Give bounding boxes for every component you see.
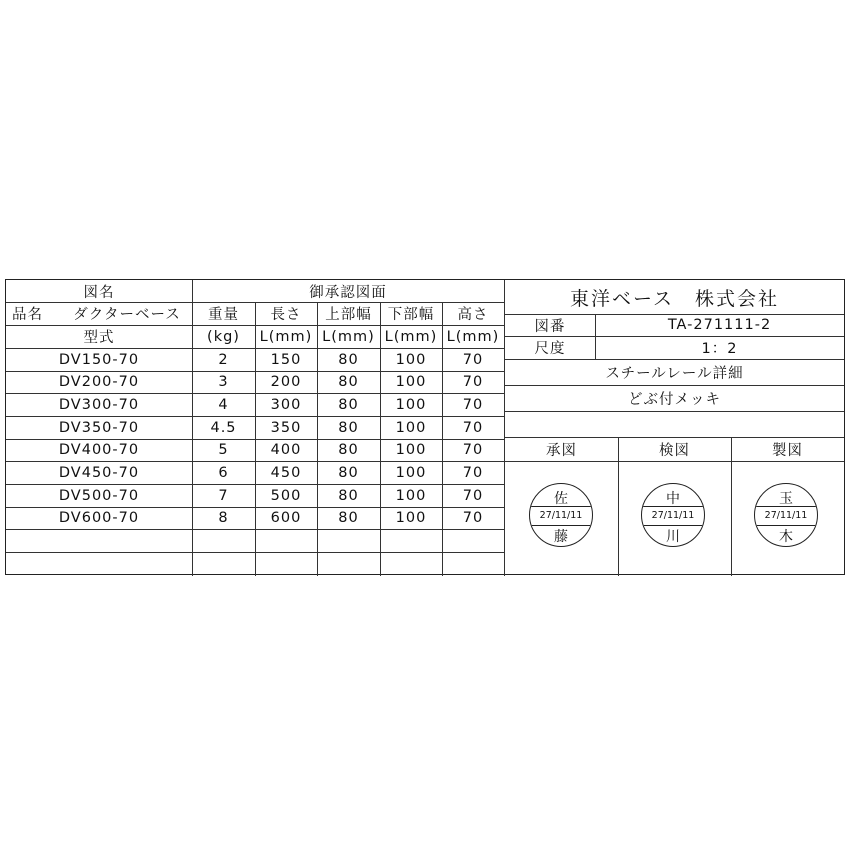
row-top-width: 80 (338, 419, 359, 436)
row-bottom-width: 100 (395, 510, 427, 526)
spec-table (6, 280, 504, 576)
company-name: 東洋ベース 株式会社 (569, 287, 780, 310)
approval-role: 承図 (546, 442, 577, 459)
row-weight: 7 (218, 487, 229, 504)
row-model: DV350-70 (58, 419, 140, 436)
drawing-sheet (5, 279, 845, 575)
row-weight: 5 (218, 442, 229, 458)
stamp-date: 27/11/11 (755, 506, 817, 526)
row-length: 150 (270, 351, 302, 368)
row-model: DV500-70 (58, 487, 140, 504)
stamp-surname-bottom: 川 (666, 529, 680, 545)
row-weight: 8 (218, 510, 229, 526)
row-model: DV450-70 (58, 464, 140, 481)
row-height: 70 (462, 351, 484, 368)
row-length: 300 (270, 396, 302, 413)
approval-stamp (529, 483, 593, 547)
check-role: 検図 (659, 442, 690, 459)
column-header-height: 高さ (457, 307, 489, 323)
drawing-description: スチールレール詳細 (605, 365, 744, 382)
stamp-date: 27/11/11 (530, 506, 592, 526)
row-bottom-width: 100 (395, 419, 427, 436)
row-top-width: 80 (338, 464, 359, 481)
product-label: 品名 (12, 307, 43, 323)
column-header-bottom-width: 下部幅 (387, 307, 435, 323)
row-weight: 6 (218, 464, 229, 481)
drawing-number-label: 図番 (534, 318, 566, 335)
row-length: 450 (270, 464, 302, 481)
product-name: ダクターベース (73, 307, 181, 323)
stamp-surname-top: 中 (666, 491, 680, 507)
column-unit-bottom-width: L(mm) (384, 328, 438, 345)
row-top-width: 80 (338, 487, 359, 504)
stamp-surname-top: 玉 (779, 491, 793, 507)
model-label: 型式 (83, 330, 115, 346)
row-height: 70 (462, 442, 484, 458)
row-top-width: 80 (338, 374, 359, 390)
row-bottom-width: 100 (395, 351, 427, 368)
row-weight: 2 (218, 351, 229, 368)
row-top-width: 80 (338, 396, 359, 413)
row-height: 70 (462, 464, 484, 481)
row-model: DV300-70 (58, 396, 140, 413)
row-bottom-width: 100 (395, 487, 427, 504)
stamp-surname-bottom: 木 (779, 529, 793, 545)
row-model: DV400-70 (58, 442, 140, 458)
row-height: 70 (462, 487, 484, 504)
drawing-number: TA-271111-2 (667, 317, 772, 333)
scale-value: 1：2 (701, 341, 738, 357)
row-top-width: 80 (338, 351, 359, 368)
row-length: 350 (270, 419, 302, 436)
row-bottom-width: 100 (395, 464, 427, 481)
row-length: 600 (270, 510, 302, 526)
draft-stamp (754, 483, 818, 547)
row-height: 70 (462, 419, 484, 436)
row-model: DV150-70 (58, 351, 140, 368)
column-unit-length: L(mm) (259, 328, 313, 345)
stamp-surname-top: 佐 (554, 491, 568, 507)
check-stamp (641, 483, 705, 547)
row-top-width: 80 (338, 510, 359, 526)
row-length: 500 (270, 487, 302, 504)
row-weight: 4.5 (210, 419, 237, 436)
row-bottom-width: 100 (395, 374, 427, 390)
row-height: 70 (462, 396, 484, 413)
row-top-width: 80 (338, 442, 359, 458)
row-model: DV600-70 (58, 510, 140, 526)
stamp-surname-bottom: 藤 (554, 529, 568, 545)
row-weight: 3 (218, 374, 229, 390)
row-bottom-width: 100 (395, 442, 427, 458)
column-unit-height: L(mm) (446, 328, 500, 345)
draft-role: 製図 (772, 442, 803, 459)
row-height: 70 (462, 374, 484, 390)
scale-label: 尺度 (534, 341, 566, 357)
row-height: 70 (462, 510, 484, 526)
surface-finish: どぶ付メッキ (628, 391, 721, 408)
row-model: DV200-70 (58, 374, 140, 390)
title-block (505, 280, 844, 576)
row-bottom-width: 100 (395, 396, 427, 413)
drawing-name-label: 図名 (83, 284, 115, 301)
row-length: 200 (270, 374, 302, 390)
column-unit-top-width: L(mm) (322, 328, 375, 345)
row-weight: 4 (218, 396, 229, 413)
stamp-date: 27/11/11 (642, 506, 704, 526)
column-header-top-width: 上部幅 (325, 307, 372, 323)
drawing-name-value: 御承認図面 (309, 284, 387, 301)
column-header-length: 長さ (270, 307, 302, 323)
column-unit-weight: (kg) (207, 328, 240, 345)
row-length: 400 (270, 442, 302, 458)
column-header-weight: 重量 (208, 307, 239, 323)
